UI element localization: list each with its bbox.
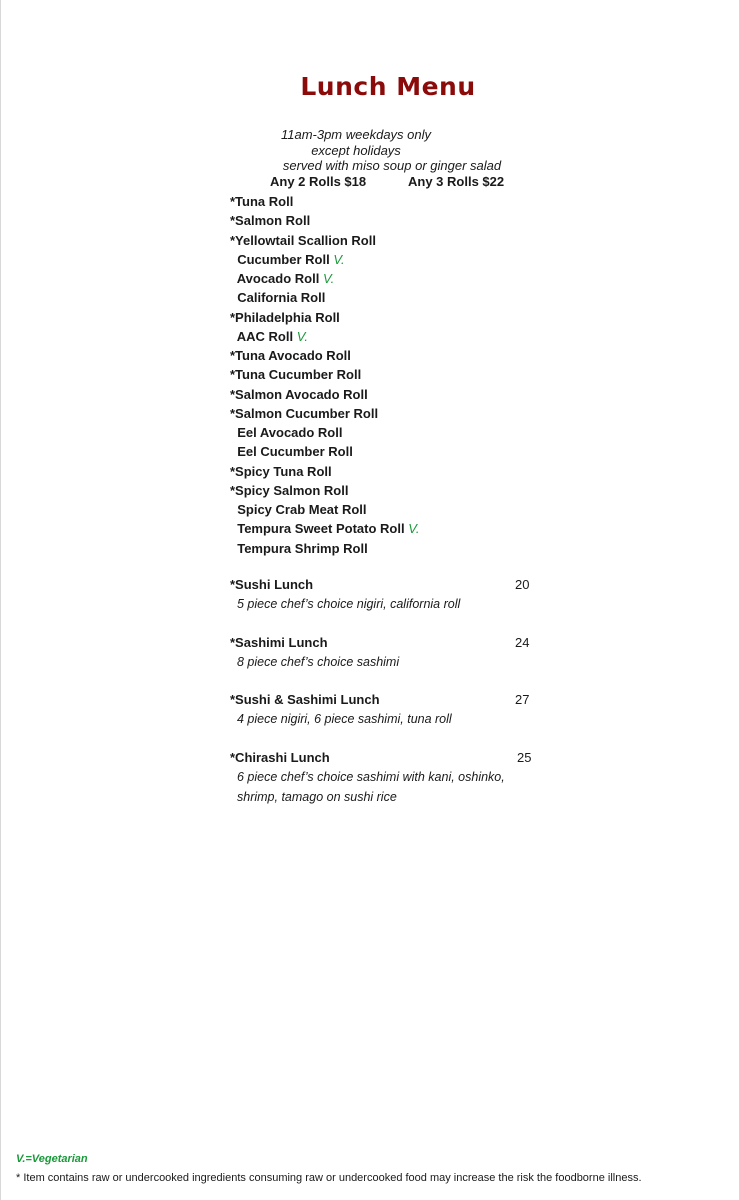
roll-item (230, 192, 420, 211)
roll-name: Avocado Roll (230, 271, 320, 286)
holidays-line: except holidays (311, 143, 401, 158)
roll-item (230, 462, 420, 481)
roll-item (230, 519, 420, 538)
roll-name: Tempura Shrimp Roll (230, 540, 368, 556)
roll-item (230, 250, 420, 269)
lunch-description: 5 piece chef’s choice nigiri, california roll (237, 597, 461, 611)
roll-name: Eel Avocado Roll (230, 425, 343, 440)
vegetarian-tag: V. (322, 271, 335, 286)
roll-name: Eel Cucumber Roll (230, 444, 353, 460)
roll-name: *Tuna Cucumber Roll (230, 367, 362, 383)
vegetarian-tag: V. (333, 251, 345, 267)
roll-name: Spicy Crab Meat Roll (230, 502, 367, 517)
roll-item (230, 269, 420, 288)
vegetarian-tag: V. (296, 328, 309, 344)
raw-food-disclaimer: * Item contains raw or undercooked ingredients consuming raw or undercooked food may increase the risk the foodborne illness. (16, 1172, 642, 1184)
roll-list (230, 192, 420, 558)
lunch-name: *Sushi & Sashimi Lunch (230, 692, 380, 707)
lunch-description: 6 piece chef’s choice sashimi with kani, oshinko, shrimp, tamago on sushi rice (237, 770, 505, 804)
lunch-description: 8 piece chef’s choice sashimi (237, 655, 400, 669)
roll-item (230, 539, 420, 558)
roll-item (230, 327, 420, 346)
roll-item (230, 365, 420, 384)
vegetarian-tag: V. (408, 521, 420, 537)
offer-three-rolls: Any 3 Rolls $22 (408, 174, 505, 189)
lunch-price: 27 (515, 692, 530, 707)
roll-name: *Salmon Avocado Roll (230, 386, 368, 402)
lunch-item (230, 748, 532, 807)
roll-name: *Salmon Cucumber Roll (230, 405, 379, 421)
lunch-item (230, 575, 532, 615)
lunch-item (230, 690, 532, 730)
roll-name: Tempura Sweet Potato Roll (230, 521, 405, 537)
roll-name: *Tuna Roll (230, 194, 294, 209)
roll-item (230, 404, 420, 423)
lunch-name: *Chirashi Lunch (230, 750, 330, 765)
page-title: Lunch Menu (300, 72, 476, 101)
roll-name: *Yellowtail Scallion Roll (230, 232, 376, 248)
hours-line: 11am-3pm weekdays only (280, 127, 432, 142)
roll-name: *Salmon Roll (230, 213, 311, 229)
lunch-description: 4 piece nigiri, 6 piece sashimi, tuna roll (237, 712, 452, 726)
roll-item (230, 385, 420, 404)
served-with-line: served with miso soup or ginger salad (282, 158, 502, 173)
roll-item (230, 211, 420, 230)
roll-item (230, 231, 420, 250)
lunch-price: 24 (515, 635, 530, 650)
roll-name: *Tuna Avocado Roll (230, 348, 351, 363)
roll-item (230, 308, 420, 327)
roll-item (230, 346, 420, 365)
lunch-name: *Sashimi Lunch (230, 635, 328, 650)
lunch-item (230, 633, 532, 673)
roll-item (230, 423, 420, 442)
roll-item (230, 481, 420, 500)
lunch-price: 20 (515, 577, 530, 592)
roll-name: *Spicy Tuna Roll (230, 463, 332, 479)
roll-name: California Roll (230, 290, 326, 306)
roll-name: Cucumber Roll (230, 251, 330, 267)
lunch-price: 25 (517, 750, 532, 765)
vegetarian-key: V.=Vegetarian (16, 1153, 88, 1165)
offer-two-rolls: Any 2 Rolls $18 (270, 174, 367, 189)
roll-name: *Philadelphia Roll (230, 309, 340, 325)
lunch-name: *Sushi Lunch (230, 577, 314, 592)
roll-name: AAC Roll (230, 328, 294, 344)
roll-name: *Spicy Salmon Roll (230, 482, 349, 498)
roll-item (230, 500, 420, 519)
roll-item (230, 442, 420, 461)
roll-item (230, 288, 420, 307)
